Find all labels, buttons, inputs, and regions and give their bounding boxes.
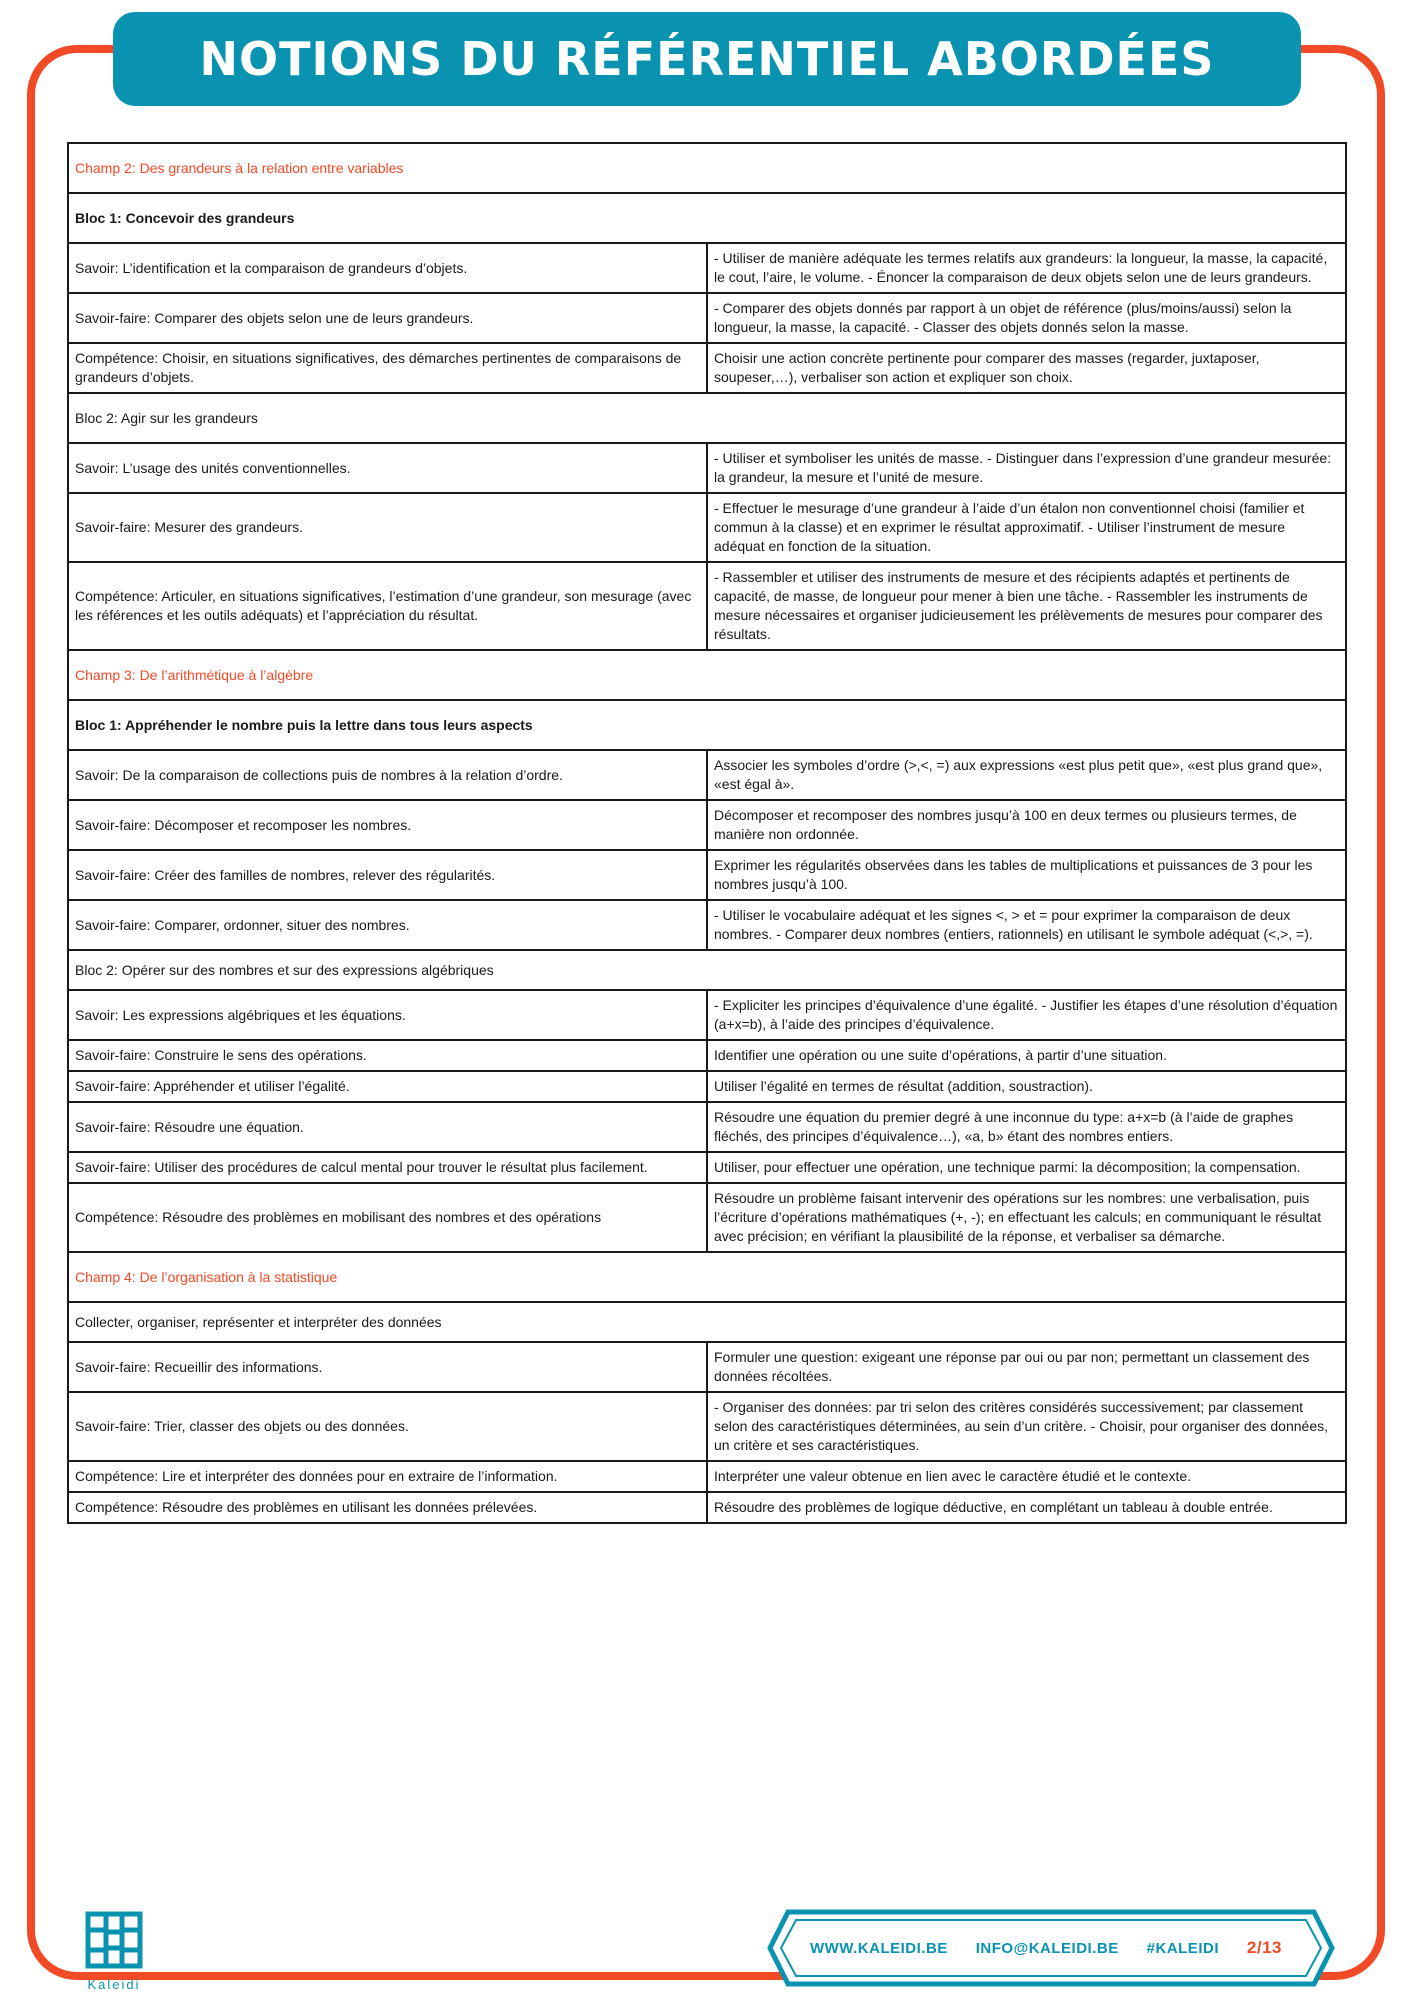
footer-bar (766, 1908, 1336, 1988)
champ-heading: Champ 4: De l’organisation à la statistique (68, 1252, 1346, 1302)
champ-heading: Champ 2: Des grandeurs à la relation entre variables (68, 143, 1346, 193)
notion-cell: Savoir-faire: Trier, classer des objets ou des données. (68, 1392, 707, 1461)
notion-cell: Savoir-faire: Construire le sens des opérations. (68, 1040, 707, 1071)
notion-cell: Savoir-faire: Décomposer et recomposer les nombres. (68, 800, 707, 850)
table-row (68, 990, 1346, 1040)
attendu-cell: - Utiliser le vocabulaire adéquat et les signes <, > et = pour exprimer la comparaison de deux nombres. - Comparer deux nombres (entiers, rationnels) en utilisant le symbole adéquat (<,>, =). (707, 900, 1346, 950)
attendu-cell: Interpréter une valeur obtenue en lien avec le caractère étudié et le contexte. (707, 1461, 1346, 1492)
table-row (68, 750, 1346, 800)
notion-cell: Savoir-faire: Utiliser des procédures de calcul mental pour trouver le résultat plus facilement. (68, 1152, 707, 1183)
attendu-cell: - Effectuer le mesurage d’une grandeur à l’aide d’un étalon non conventionnel choisi (familier et commun à la classe) et en exprimer le résultat approximatif. - Utiliser l’instrument de mesure adéquat en fonction de la situation. (707, 493, 1346, 562)
page-title: NOTIONS DU RÉFÉRENTIEL ABORDÉES (199, 32, 1215, 86)
title-banner (113, 12, 1301, 106)
table-row (68, 343, 1346, 393)
page-number: 2/13 (1246, 1938, 1283, 1957)
attendu-cell: Utiliser l’égalité en termes de résultat (addition, soustraction). (707, 1071, 1346, 1102)
notion-cell: Savoir-faire: Créer des familles de nombres, relever des régularités. (68, 850, 707, 900)
table-row (68, 1152, 1346, 1183)
attendu-cell: - Utiliser et symboliser les unités de masse. - Distinguer dans l’expression d’une grandeur mesurée: la grandeur, la mesure et l’unité de mesure. (707, 443, 1346, 493)
bloc-row (68, 950, 1346, 990)
notion-cell: Savoir-faire: Comparer des objets selon une de leurs grandeurs. (68, 293, 707, 343)
notion-cell: Savoir: De la comparaison de collections puis de nombres à la relation d’ordre. (68, 750, 707, 800)
attendu-cell: Formuler une question: exigeant une réponse par oui ou par non; permettant un classement des données récoltées. (707, 1342, 1346, 1392)
table-row (68, 1040, 1346, 1071)
bloc-row (68, 700, 1346, 750)
kaleidi-logo-icon (84, 1910, 144, 1970)
notion-cell: Savoir-faire: Comparer, ordonner, situer des nombres. (68, 900, 707, 950)
notion-cell: Compétence: Résoudre des problèmes en mobilisant des nombres et des opérations (68, 1183, 707, 1252)
notion-cell: Savoir-faire: Résoudre une équation. (68, 1102, 707, 1152)
bloc-heading: Bloc 1: Concevoir des grandeurs (68, 193, 1346, 243)
table-row (68, 1392, 1346, 1461)
attendu-cell: - Comparer des objets donnés par rapport à un objet de référence (plus/moins/aussi) selon la longueur, la masse, la capacité. - Classer des objets donnés selon la masse. (707, 293, 1346, 343)
table-row (68, 800, 1346, 850)
champ-row (68, 650, 1346, 700)
notion-cell: Savoir-faire: Appréhender et utiliser l’égalité. (68, 1071, 707, 1102)
kaleidi-logo-text: Kaleidi (87, 1977, 141, 1992)
notion-cell: Compétence: Articuler, en situations significatives, l’estimation d’une grandeur, son mesurage (avec les références et les outils adéquats) et l’appréciation du résultat. (68, 562, 707, 650)
notion-cell: Compétence: Résoudre des problèmes en utilisant les données prélevées. (68, 1492, 707, 1523)
table-row (68, 1461, 1346, 1492)
bloc-heading: Bloc 2: Agir sur les grandeurs (68, 393, 1346, 443)
attendu-cell: - Expliciter les principes d’équivalence d’une égalité. - Justifier les étapes d’une résolution d’équation (a+x=b), à l’aide des principes d’équivalence. (707, 990, 1346, 1040)
bloc-row (68, 193, 1346, 243)
attendu-cell: - Utiliser de manière adéquate les termes relatifs aux grandeurs: la longueur, la masse, la capacité, le cout, l’aire, le volume. - Énoncer la comparaison de deux objets selon une de leurs grandeurs. (707, 243, 1346, 293)
website-link[interactable]: WWW.KALEIDI.BE (809, 1939, 948, 1957)
kaleidi-logo (82, 1910, 146, 1992)
table-row (68, 1342, 1346, 1392)
attendu-cell: Résoudre des problèmes de logique déductive, en complétant un tableau à double entrée. (707, 1492, 1346, 1523)
attendu-cell: Choisir une action concrète pertinente pour comparer des masses (regarder, juxtaposer, soupeser,…), verbaliser son action et expliquer son choix. (707, 343, 1346, 393)
notion-cell: Savoir: Les expressions algébriques et les équations. (68, 990, 707, 1040)
table-row (68, 1102, 1346, 1152)
table-row (68, 1071, 1346, 1102)
email-link[interactable]: INFO@KALEIDI.BE (975, 1939, 1119, 1957)
champ-heading: Champ 3: De l’arithmétique à l’algèbre (68, 650, 1346, 700)
hashtag-text: #KALEIDI (1146, 1939, 1219, 1957)
referential-table (67, 142, 1347, 1524)
champ-row (68, 1252, 1346, 1302)
attendu-cell: Identifier une opération ou une suite d’opérations, à partir d’une situation. (707, 1040, 1346, 1071)
table-row (68, 293, 1346, 343)
table-row (68, 443, 1346, 493)
notion-cell: Savoir-faire: Mesurer des grandeurs. (68, 493, 707, 562)
attendu-cell: Résoudre un problème faisant intervenir des opérations sur les nombres: une verbalisation, puis l’écriture d’opérations mathématiques (+, -); en effectuant les calculs; en communiquant le résultat avec précision; en vérifiant la plausibilité de la réponse, et verbaliser sa démarche. (707, 1183, 1346, 1252)
referential-content (67, 142, 1347, 1524)
attendu-cell: Associer les symboles d’ordre (>,<, =) aux expressions «est plus petit que», «est plus grand que», «est égal à». (707, 750, 1346, 800)
attendu-cell: - Rassembler et utiliser des instruments de mesure et des récipients adaptés et pertinents de capacité, de masse, de longueur pour mener à bien une tâche. - Rassembler les instruments de mesure nécessaires et organiser judicieusement les prélèvements de mesures pour comparer des résultats. (707, 562, 1346, 650)
bloc-heading: Bloc 1: Appréhender le nombre puis la lettre dans tous leurs aspects (68, 700, 1346, 750)
notion-cell: Savoir-faire: Recueillir des informations. (68, 1342, 707, 1392)
table-row (68, 1183, 1346, 1252)
attendu-cell: Résoudre une équation du premier degré à une inconnue du type: a+x=b (à l’aide de graphes fléchés, des principes d’équivalence…), «a, b» étant des nombres entiers. (707, 1102, 1346, 1152)
notion-cell: Savoir: L’identification et la comparaison de grandeurs d’objets. (68, 243, 707, 293)
notion-cell: Compétence: Choisir, en situations significatives, des démarches pertinentes de comparaisons de grandeurs d’objets. (68, 343, 707, 393)
bloc-row (68, 1302, 1346, 1342)
table-row (68, 900, 1346, 950)
table-row (68, 562, 1346, 650)
table-row (68, 1492, 1346, 1523)
attendu-cell: Exprimer les régularités observées dans les tables de multiplications et puissances de 3 pour les nombres jusqu’à 100. (707, 850, 1346, 900)
notion-cell: Savoir: L’usage des unités conventionnelles. (68, 443, 707, 493)
attendu-cell: Utiliser, pour effectuer une opération, une technique parmi: la décomposition; la compensation. (707, 1152, 1346, 1183)
attendu-cell: Décomposer et recomposer des nombres jusqu’à 100 en deux termes ou plusieurs termes, de manière non ordonnée. (707, 800, 1346, 850)
table-row (68, 493, 1346, 562)
attendu-cell: - Organiser des données: par tri selon des critères considérés successivement; par classement selon des caractéristiques déterminées, au sein d’un critère. - Choisir, pour organiser des données, un critère et ses caractéristiques. (707, 1392, 1346, 1461)
table-row (68, 850, 1346, 900)
table-row (68, 243, 1346, 293)
notion-cell: Compétence: Lire et interpréter des données pour en extraire de l’information. (68, 1461, 707, 1492)
bloc-heading: Bloc 2: Opérer sur des nombres et sur des expressions algébriques (68, 950, 1346, 990)
champ-row (68, 143, 1346, 193)
bloc-row (68, 393, 1346, 443)
bloc-heading: Collecter, organiser, représenter et interpréter des données (68, 1302, 1346, 1342)
